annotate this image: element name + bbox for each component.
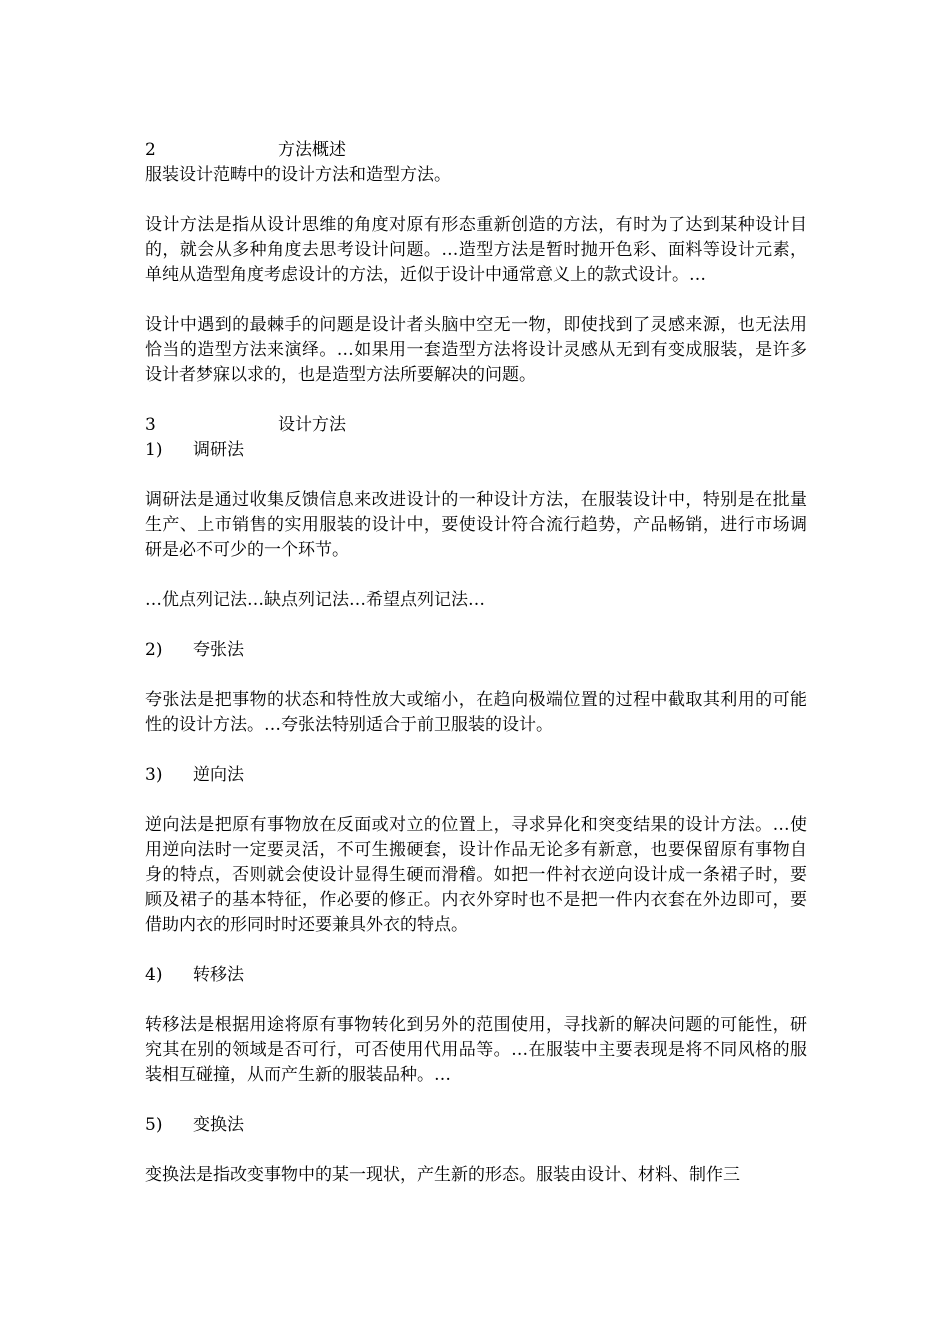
section-title: 方法概述 — [278, 140, 346, 160]
method-title: 调研法 — [193, 440, 244, 460]
paragraph: 设计方法是指从设计思维的角度对原有形态重新创造的方法，有时为了达到某种设计目的，就会从多种角度去思考设计问题。…造型方法是暂时抛开色彩、面料等设计元素，单纯从造型角度考虑设计的方法，近似于设计中通常意义上的款式设计。… — [145, 215, 807, 285]
method-4-heading — [145, 963, 807, 988]
method-3-body: 逆向法是把原有事物放在反面或对立的位置上，寻求异化和突变结果的设计方法。…使用逆向法时一定要灵活，不可生搬硬套，设计作品无论多有新意，也要保留原有事物自身的特点，否则就会使设计显得生硬而滑稽。如把一件衬衣逆向设计成一条裙子时，要顾及裙子的基本特征，作必要的修正。内衣外穿时也不是把一件内衣套在外边即可，要借助内衣的形同时时还要兼具外衣的特点。 — [145, 815, 807, 935]
method-title: 转移法 — [193, 965, 244, 985]
section-2-intro: 服装设计范畴中的设计方法和造型方法。 — [145, 165, 451, 185]
method-5-heading — [145, 1113, 807, 1138]
method-1-body: 调研法是通过收集反馈信息来改进设计的一种设计方法，在服装设计中，特别是在批量生产、上市销售的实用服装的设计中，要使设计符合流行趋势，产品畅销，进行市场调研是必不可少的一个环节。 — [145, 490, 807, 560]
method-number: 1) — [145, 440, 163, 460]
method-number: 4) — [145, 965, 163, 985]
method-4-body: 转移法是根据用途将原有事物转化到另外的范围使用，寻找新的解决问题的可能性，研究其在别的领域是否可行，可否使用代用品等。…在服装中主要表现是将不同风格的服装相互碰撞，从而产生新的服装品种。… — [145, 1015, 807, 1085]
method-2-heading — [145, 638, 807, 663]
method-number: 2) — [145, 640, 163, 660]
section-3-heading — [145, 413, 807, 438]
section-title: 设计方法 — [278, 415, 346, 435]
method-title: 夸张法 — [193, 640, 244, 660]
section-number: 3 — [145, 415, 156, 435]
method-1-heading — [145, 438, 807, 463]
method-1-extra: …优点列记法…缺点列记法…希望点列记法… — [145, 590, 485, 610]
method-title: 变换法 — [193, 1115, 244, 1135]
paragraph: 设计中遇到的最棘手的问题是设计者头脑中空无一物，即使找到了灵感来源，也无法用恰当的造型方法来演绎。…如果用一套造型方法将设计灵感从无到有变成服装，是许多设计者梦寐以求的，也是造型方法所要解决的问题。 — [145, 315, 807, 385]
section-number: 2 — [145, 140, 156, 160]
method-3-heading — [145, 763, 807, 788]
method-2-body: 夸张法是把事物的状态和特性放大或缩小，在趋向极端位置的过程中截取其利用的可能性的设计方法。…夸张法特别适合于前卫服装的设计。 — [145, 690, 807, 735]
method-number: 3) — [145, 765, 163, 785]
method-title: 逆向法 — [193, 765, 244, 785]
method-number: 5) — [145, 1115, 163, 1135]
section-2-heading — [145, 138, 807, 163]
document-page — [145, 138, 807, 1188]
method-5-body: 变换法是指改变事物中的某一现状，产生新的形态。服装由设计、材料、制作三 — [145, 1165, 740, 1185]
